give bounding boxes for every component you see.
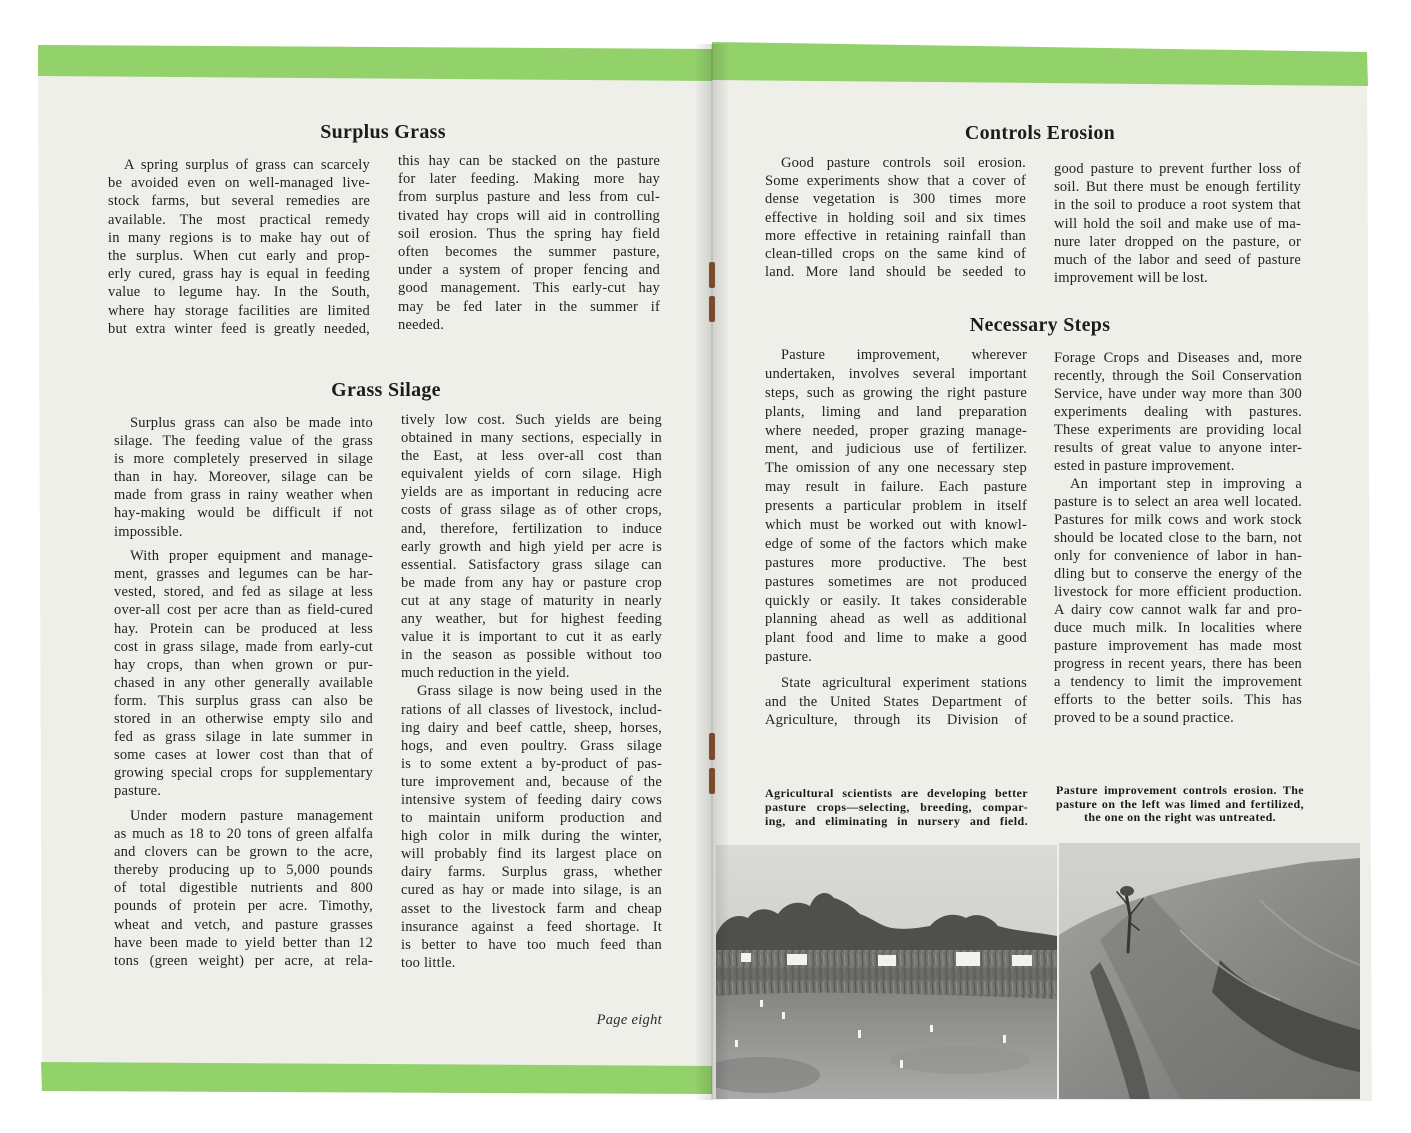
paragraph	[765, 154, 1026, 281]
text-line: high color in milk during the winter,	[401, 828, 662, 845]
plot-sign	[741, 953, 751, 962]
section-title-controls-erosion: Controls Erosion	[964, 122, 1116, 144]
text-column-surplus-grass-right	[398, 152, 660, 334]
text-line: cut at any stage of maturity in nearly	[401, 592, 662, 609]
text-line: dense vegetation is 300 times more	[765, 191, 1026, 208]
paragraph	[114, 547, 373, 800]
text-line: growing special crops for supplementary	[114, 765, 373, 782]
text-line: pasture on the left was limed and fertilized,	[1056, 797, 1304, 811]
text-line: duce much milk. In localities where	[1054, 620, 1302, 636]
text-line: any weather, but for highest feeding	[401, 611, 662, 628]
text-line: efforts to the better soils. This has	[1054, 692, 1302, 708]
text-line: recently, through the Soil Conservation	[1054, 368, 1302, 384]
text-line: With proper equipment and manage-	[130, 548, 373, 565]
text-line: pasture is to select an area well located.	[1054, 494, 1302, 510]
text-line: hogs, and even poultry. Grass silage	[401, 737, 662, 754]
text-line: The omission of any one necessary step	[765, 460, 1027, 477]
text-line: Pastures for milk cows and work stock	[1054, 512, 1302, 528]
tree-foliage	[1120, 886, 1134, 896]
text-line: Under modern pasture management	[130, 807, 373, 824]
text-line: livestock for more efficient production.	[1054, 584, 1302, 600]
text-line: pounds of protein per acre. Timothy,	[114, 898, 373, 915]
text-line: and, therefore, fertilization to induce	[401, 520, 662, 537]
paragraph	[398, 152, 660, 334]
text-line: ing, and eliminating in nursery and field.	[765, 814, 1028, 828]
text-line: rations of all classes of livestock, includ-	[401, 701, 662, 718]
left-page-bottom-band	[41, 1062, 712, 1094]
plot-sign	[956, 952, 980, 966]
text-line: will probably find its largest place on	[401, 846, 662, 863]
text-line: An important step in improving a	[1070, 476, 1302, 492]
text-line: chased in any other generally available	[114, 674, 373, 691]
text-line: proved to be a sound practice.	[1054, 710, 1234, 726]
text-line: good management. This early-cut hay	[398, 280, 660, 297]
right-page-top-band	[712, 42, 1368, 86]
photo-ground-patch	[890, 1046, 1030, 1074]
text-line: nure later dropped on the pasture, or	[1054, 233, 1301, 250]
text-line: undertaken, involves several important	[765, 365, 1027, 382]
text-line: available. The most practical remedy	[108, 211, 370, 228]
text-line: erly cured, grass hay is equal in feeding	[108, 266, 370, 283]
text-line: ing dairy and beef cattle, sheep, horses,	[401, 719, 662, 736]
text-line: tons (green weight) per acre, at rela-	[114, 952, 373, 969]
text-line: essential. Satisfactory grass silage can	[401, 556, 662, 573]
text-line: cost in grass silage, made from early-cut	[114, 638, 373, 655]
text-line: this hay can be stacked on the pasture	[398, 153, 660, 169]
text-line: experiments dealing with pastures.	[1054, 404, 1302, 420]
text-line: Service, have under way more than 300	[1054, 386, 1302, 402]
text-line: form. This surplus grass can also be	[114, 692, 373, 709]
text-line: than in hay. Moreover, silage can be	[114, 469, 373, 486]
paragraph	[401, 411, 662, 682]
text-line: obtained in many sections, especially in	[401, 430, 662, 447]
left-page-top-band	[38, 45, 712, 81]
paragraph	[1056, 784, 1304, 825]
text-line: equivalent yields of corn silage. High	[401, 466, 662, 483]
stake	[930, 1025, 933, 1032]
text-line: as much as 18 to 20 tons of green alfalfa	[114, 826, 373, 843]
text-line: Agriculture, through its Division of	[765, 712, 1027, 729]
stake	[1003, 1035, 1006, 1043]
text-line: plant food and lime to make a good	[765, 630, 1027, 647]
text-line: for later feeding. Making more hay	[398, 171, 660, 188]
text-line: clean-tilled crops on the same kind of	[765, 245, 1026, 262]
text-column-grass-silage-right	[401, 411, 662, 972]
text-line: pastures sometimes are not produced	[765, 573, 1027, 590]
text-line: pasture crops—selecting, breeding, compar-	[765, 800, 1028, 814]
text-line: should be located close to the barn, not	[1054, 530, 1302, 546]
text-line: Surplus grass can also be made into	[130, 415, 373, 431]
text-line: hay crops, than when grown or pur-	[114, 656, 373, 673]
text-line: may result in failure. Each pasture	[765, 479, 1027, 496]
text-line: Forage Crops and Diseases and, more	[1054, 350, 1302, 366]
text-line: Some experiments show that a cover of	[765, 173, 1026, 190]
text-line: of total digestible nutrients and 800	[114, 880, 373, 897]
text-line: steps, such as growing the right pasture	[765, 384, 1027, 401]
text-line: insurance against a feed shortage. It	[401, 918, 662, 935]
text-line: land. More land should be seeded to	[765, 264, 1026, 281]
staple	[709, 733, 715, 760]
text-column-controls-erosion-left	[765, 154, 1026, 281]
text-line: tivated hay crops will aid in controlling	[398, 207, 660, 224]
photo-meadow-row	[716, 968, 1057, 980]
text-column-grass-silage-left	[114, 414, 373, 970]
text-line: is more completely preserved in silage	[114, 451, 373, 468]
text-line: tively low cost. Such yields are being	[401, 412, 662, 428]
text-line: quickly or easily. It takes considerable	[765, 592, 1027, 609]
photo-nursery-field	[700, 845, 1057, 1099]
stake	[782, 1012, 785, 1019]
text-line: progress in recent years, there has been	[1054, 656, 1302, 672]
text-line: often becomes the summer pasture,	[398, 243, 660, 260]
paragraph	[108, 156, 370, 338]
section-title-grass-silage: Grass Silage	[331, 379, 441, 401]
text-line: ment, and judicious use of fertilizer.	[765, 441, 1027, 458]
text-line: in many regions is to make hay out of	[108, 229, 370, 246]
text-line: and the United States Department of	[765, 693, 1027, 710]
text-line: will hold the soil and make use of ma-	[1054, 215, 1301, 232]
text-line: to maintain uniform production and	[401, 810, 662, 827]
text-line: value to legume hay. In the South,	[108, 284, 370, 301]
text-column-necessary-steps-right	[1054, 349, 1302, 727]
text-line: some cases at lower cost than that of	[114, 747, 373, 764]
text-line: improvement will be lost.	[1054, 270, 1209, 287]
text-line: A dairy cow cannot walk far and pro-	[1054, 602, 1302, 618]
text-line: thereby producing up to 5,000 pounds	[114, 862, 373, 879]
text-line: which must be worked out with knowl-	[765, 517, 1027, 534]
paragraph	[1054, 160, 1301, 287]
text-line: silage. The feeding value of the grass	[114, 433, 373, 450]
text-line: be avoided even on well-managed live-	[108, 175, 370, 192]
text-line: pasture improvement has made most	[1054, 638, 1302, 654]
photo-caption-erosion-comparison	[1056, 784, 1304, 825]
text-line: made from grass in rainy weather when	[114, 487, 373, 504]
text-line: early growth and high yield per acre is	[401, 538, 662, 555]
text-line: is better to have too much feed than	[401, 936, 662, 953]
text-column-surplus-grass-left	[108, 156, 370, 338]
text-column-controls-erosion-right	[1054, 160, 1301, 287]
paragraph	[1054, 475, 1302, 727]
plot-sign	[787, 954, 807, 965]
text-line: Pasture improvement controls erosion. The	[1056, 784, 1304, 797]
text-line: pasture.	[114, 783, 162, 800]
staple	[709, 262, 715, 288]
text-line: ture improvement and, because of the	[401, 773, 662, 790]
text-column-necessary-steps-left	[765, 346, 1027, 730]
text-line: from surplus pasture and less from cul-	[398, 189, 660, 206]
text-line: have been made to yield better than 12	[114, 934, 373, 951]
text-line: much of the labor and seed of pasture	[1054, 251, 1301, 268]
section-title-surplus-grass: Surplus Grass	[320, 121, 446, 143]
text-line: pasture.	[765, 649, 813, 666]
text-line: State agricultural experiment stations	[781, 674, 1027, 691]
text-line: in the season as possible without too	[401, 647, 662, 664]
text-line: under a system of proper fencing and	[398, 262, 660, 279]
text-line: cured as hay or made into silage, is an	[401, 882, 662, 899]
staple	[709, 296, 715, 322]
photo-erosion-comparison	[1059, 843, 1360, 1099]
paragraph	[114, 414, 373, 541]
text-line: costs of grass silage as of other crops,	[401, 502, 662, 519]
text-line: is to some extent a by-product of pas-	[401, 755, 662, 772]
text-line: stored in an otherwise empty silo and	[114, 711, 373, 727]
paragraph	[1054, 349, 1302, 475]
text-line: hay-making would be difficult if not	[114, 505, 373, 522]
plot-sign	[878, 955, 896, 966]
paragraph	[114, 807, 373, 970]
text-line: asset to the livestock farm and cheap	[401, 900, 662, 917]
text-line: vested, stored, and fed as silage at less	[114, 584, 373, 601]
text-line: wheat and vetch, and pasture grasses	[114, 916, 373, 933]
text-line: pastures more productive. The best	[765, 554, 1027, 571]
text-line: Pasture improvement, wherever	[781, 347, 1027, 363]
text-line: These experiments are providing local	[1054, 422, 1302, 438]
paragraph	[765, 674, 1027, 731]
stake	[735, 1040, 738, 1047]
text-line: soil erosion. Thus the spring hay field	[398, 225, 660, 242]
text-line: fed as grass silage in late summer in	[114, 729, 373, 746]
text-line: dairy farms. Surplus grass, whether	[401, 864, 662, 881]
text-line: presents a particular problem in itself	[765, 498, 1027, 515]
text-line: over-all cost per acre than as field-cured	[114, 602, 373, 619]
text-line: but extra winter feed is greatly needed,	[108, 320, 370, 337]
plot-sign	[1012, 955, 1032, 966]
text-line: dling but to conserve the energy of the	[1054, 566, 1302, 582]
paragraph	[765, 346, 1027, 667]
text-line: only for convenience of labor in han-	[1054, 548, 1302, 564]
text-line: too little.	[401, 954, 456, 971]
photo-caption-nursery-field	[765, 786, 1028, 828]
text-line: in the soil to produce a root system that	[1054, 197, 1301, 214]
text-line: the East, at less over-all cost than	[401, 448, 662, 465]
text-line: soil. But there must be enough fertility	[1054, 179, 1301, 196]
text-line: where needed, proper grazing manage-	[765, 422, 1027, 439]
text-line: good pasture to prevent further loss of	[1054, 161, 1301, 177]
stake	[858, 1030, 861, 1038]
text-line: a tendency to limit the improvement	[1054, 674, 1302, 690]
text-line: plants, liming and land preparation	[765, 403, 1027, 420]
text-line: effective in holding soil and six times	[765, 209, 1026, 226]
text-line: and clovers can be grown to the acre,	[114, 844, 373, 861]
paragraph	[765, 786, 1028, 828]
text-line: much reduction in the yield.	[401, 665, 570, 682]
text-line: ment, grasses and legumes can be har-	[114, 566, 373, 583]
stake	[760, 1000, 763, 1007]
text-line: edge of some of the factors which make	[765, 535, 1027, 552]
text-line: Agricultural scientists are developing better	[765, 786, 1028, 800]
text-line: A spring surplus of grass can scarcely	[124, 157, 370, 173]
text-line: planning ahead as well as additional	[765, 611, 1027, 628]
text-line: impossible.	[114, 523, 183, 540]
page-number-label: Page eight	[596, 1012, 662, 1028]
stake	[900, 1060, 903, 1068]
text-line: stock farms, but several remedies are	[108, 193, 370, 210]
staple	[709, 768, 715, 794]
text-line: intensive system of feeding dairy cows	[401, 791, 662, 808]
text-line: may be fed later in the summer if	[398, 298, 660, 315]
section-title-necessary-steps: Necessary Steps	[969, 314, 1111, 336]
text-line: Good pasture controls soil erosion.	[781, 155, 1026, 171]
text-line: be made from any hay or pasture crop	[401, 574, 662, 591]
text-line: results of great value to anyone inter-	[1054, 440, 1302, 456]
paragraph	[401, 682, 662, 972]
text-line: the surplus. When cut early and prop-	[108, 247, 370, 264]
text-line: where hay storage facilities are limited	[108, 302, 370, 319]
text-line: more effective in retaining rainfall than	[765, 227, 1026, 244]
text-line: needed.	[398, 316, 445, 333]
text-line: the one on the right was untreated.	[1083, 811, 1277, 824]
text-line: value it is important to cut it as early	[401, 629, 662, 646]
text-line: ested in pasture improvement.	[1054, 458, 1235, 474]
text-line: hay. Protein can be produced at less	[114, 620, 373, 637]
text-line: yields are as important in reducing acre	[401, 484, 662, 501]
text-line: Grass silage is now being used in the	[417, 683, 662, 700]
